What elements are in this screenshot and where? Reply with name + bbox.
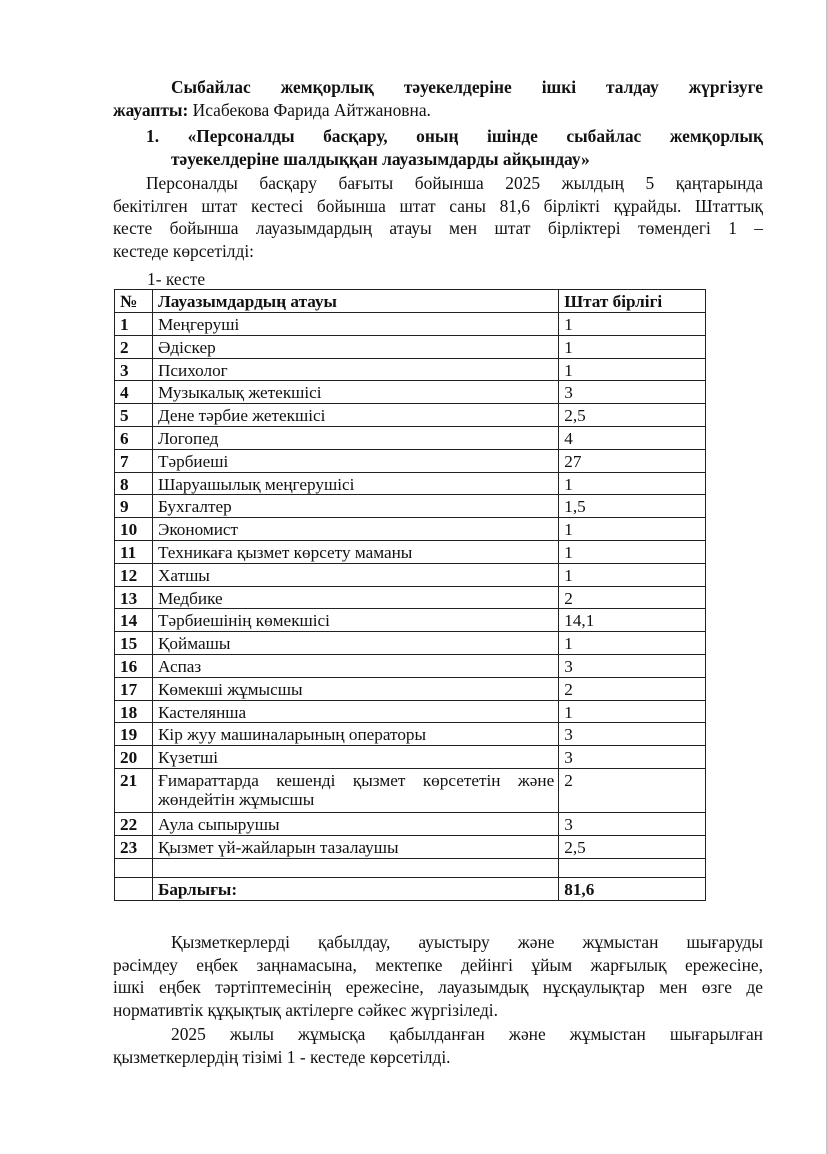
row-units: 2 (559, 586, 706, 609)
table-row (115, 835, 706, 858)
row-units: 1 (559, 472, 706, 495)
row-units: 3 (559, 723, 706, 746)
row-position: Техникаға қызмет көрсету маманы (152, 540, 558, 563)
outro-line-2: рәсімдеу еңбек заңнамасына, мектепке дейінгі ұйым жарғылық ережесіне, (113, 954, 763, 975)
row-position: Хатшы (152, 563, 558, 586)
row-number: 14 (115, 609, 153, 632)
table-row (115, 586, 706, 609)
intro-line-4: кестеде көрсетілді: (113, 240, 255, 261)
outro-line-1: Қызметкерлерді қабылдау, ауыстыру және жұмыстан шығаруды (171, 932, 763, 952)
table-row (115, 632, 706, 655)
row-number: 7 (115, 449, 153, 472)
table-row (115, 313, 706, 336)
row-number: 1 (115, 313, 153, 336)
row-position: Кір жуу машиналарының операторы (152, 723, 558, 746)
table-row (115, 472, 706, 495)
table-total-row (115, 877, 706, 900)
outro-line-3: ішкі еңбек тәртіптемесінің ережесіне, лауазымдық нұсқаулықтар мен өзге де (113, 977, 763, 997)
row-number: 12 (115, 563, 153, 586)
row-units: 1 (559, 540, 706, 563)
table-row (115, 540, 706, 563)
document-heading (113, 76, 763, 121)
row-position: Экономист (152, 518, 558, 541)
row-number: 4 (115, 381, 153, 404)
row-position: Шаруашылық меңгерушісі (152, 472, 558, 495)
section-title-line-2: тәуекелдеріне шалдыққан лауазымдарды айқындау» (171, 148, 590, 169)
row-number: 19 (115, 723, 153, 746)
row-position: Психолог (152, 358, 558, 381)
row-position: Аспаз (152, 654, 558, 677)
section-title (146, 125, 763, 170)
row-units: 1 (559, 335, 706, 358)
row-units: 2,5 (559, 404, 706, 427)
row-number: 15 (115, 632, 153, 655)
row-number: 10 (115, 518, 153, 541)
row-units: 1 (559, 700, 706, 723)
header-staff-units: Штат бірлігі (559, 290, 706, 313)
heading-line-1: Сыбайлас жемқорлық тәуекелдеріне ішкі талдау жүргізуге (171, 77, 763, 97)
table-row (115, 495, 706, 518)
row-number: 16 (115, 654, 153, 677)
row-position: Тәрбиешінің көмекшісі (152, 609, 558, 632)
row-position: Аула сыпырушы (152, 812, 558, 835)
table-row (115, 768, 706, 812)
row-units: 4 (559, 426, 706, 449)
row-position: Логопед (152, 426, 558, 449)
staff-table (114, 289, 706, 901)
row-position: Бухгалтер (152, 495, 558, 518)
row-position: Дене тәрбие жетекшісі (152, 404, 558, 427)
table-row (115, 700, 706, 723)
row-number: 20 (115, 746, 153, 769)
table-row (115, 381, 706, 404)
row-units: 2 (559, 768, 706, 812)
header-number: № (115, 290, 153, 313)
heading-line-2 (113, 99, 763, 122)
row-units: 1 (559, 518, 706, 541)
row-position: Кастелянша (152, 700, 558, 723)
outro-line-4: нормативтік құқықтық актілерге сәйкес жүргізіледі. (113, 999, 498, 1020)
table-header-row (115, 290, 706, 313)
outro2-line-1: 2025 жылы жұмысқа қабылданған және жұмыстан шығарылған (171, 1024, 763, 1044)
row-number: 8 (115, 472, 153, 495)
total-label: Барлығы: (152, 877, 558, 900)
row-units: 2 (559, 677, 706, 700)
table-row (115, 335, 706, 358)
row-position (152, 768, 558, 812)
row-number: 18 (115, 700, 153, 723)
header-position-name: Лауазымдардың атауы (152, 290, 558, 313)
row-units: 3 (559, 812, 706, 835)
table-row (115, 677, 706, 700)
table-row (115, 518, 706, 541)
table-row (115, 812, 706, 835)
row-units: 3 (559, 746, 706, 769)
section-number: 1. (146, 126, 160, 146)
row-position: Көмекші жұмысшы (152, 677, 558, 700)
outro2-line-2: қызметкерлердің тізімі 1 - кестеде көрсетілді. (113, 1046, 451, 1067)
row-position-line-1: Ғимараттарда кешенді қызмет көрсететін және (157, 770, 555, 790)
row-number: 21 (115, 768, 153, 812)
table-row (115, 723, 706, 746)
intro-line-2: бекітілген штат кестесі бойынша штат саны 81,6 бірлікті құрайды. Штаттық (113, 195, 763, 216)
row-number: 23 (115, 835, 153, 858)
row-number: 22 (115, 812, 153, 835)
row-units: 2,5 (559, 835, 706, 858)
table-row (115, 746, 706, 769)
row-position: Күзетші (152, 746, 558, 769)
row-units: 1 (559, 563, 706, 586)
total-units: 81,6 (559, 877, 706, 900)
heading-responsible-name: Исабекова Фарида Айтжановна. (192, 99, 431, 120)
row-position: Қоймашы (152, 632, 558, 655)
section-title-text-1: «Персоналды басқару, оның ішінде сыбайлас жемқорлық (187, 126, 763, 146)
row-units: 27 (559, 449, 706, 472)
row-units: 1,5 (559, 495, 706, 518)
table-empty-row (115, 858, 706, 877)
closing-paragraph (113, 931, 763, 1021)
row-units: 1 (559, 632, 706, 655)
table-row (115, 426, 706, 449)
row-position: Қызмет үй-жайларын тазалаушы (152, 835, 558, 858)
row-position: Музыкалық жетекшісі (152, 381, 558, 404)
row-number: 13 (115, 586, 153, 609)
intro-paragraph (113, 172, 763, 262)
row-units: 3 (559, 654, 706, 677)
row-units: 1 (559, 313, 706, 336)
intro-line-1: Персоналды басқару бағыты бойынша 2025 жылдың 5 қаңтарында (146, 173, 763, 193)
row-number: 6 (115, 426, 153, 449)
row-position: Әдіскер (152, 335, 558, 358)
table-row (115, 654, 706, 677)
row-position: Меңгеруші (152, 313, 558, 336)
heading-responsible-label: жауапты: (113, 99, 189, 120)
section-title-line-1 (146, 125, 763, 148)
row-units: 3 (559, 381, 706, 404)
row-position: Тәрбиеші (152, 449, 558, 472)
row-units: 1 (559, 358, 706, 381)
row-number: 5 (115, 404, 153, 427)
row-number: 9 (115, 495, 153, 518)
row-number: 11 (115, 540, 153, 563)
row-units: 14,1 (559, 609, 706, 632)
row-position-line-2: жөндейтін жұмысшы (157, 789, 315, 809)
table-caption: 1- кесте (147, 269, 206, 289)
row-position: Медбике (152, 586, 558, 609)
table-row (115, 563, 706, 586)
closing-paragraph-2 (113, 1023, 763, 1068)
table-row (115, 404, 706, 427)
row-number: 2 (115, 335, 153, 358)
intro-line-3: кесте бойынша лауазымдардың атауы мен штат бірліктері төмендегі 1 – (113, 218, 763, 238)
row-number: 3 (115, 358, 153, 381)
table-row (115, 449, 706, 472)
table-row (115, 358, 706, 381)
table-row (115, 609, 706, 632)
row-number: 17 (115, 677, 153, 700)
